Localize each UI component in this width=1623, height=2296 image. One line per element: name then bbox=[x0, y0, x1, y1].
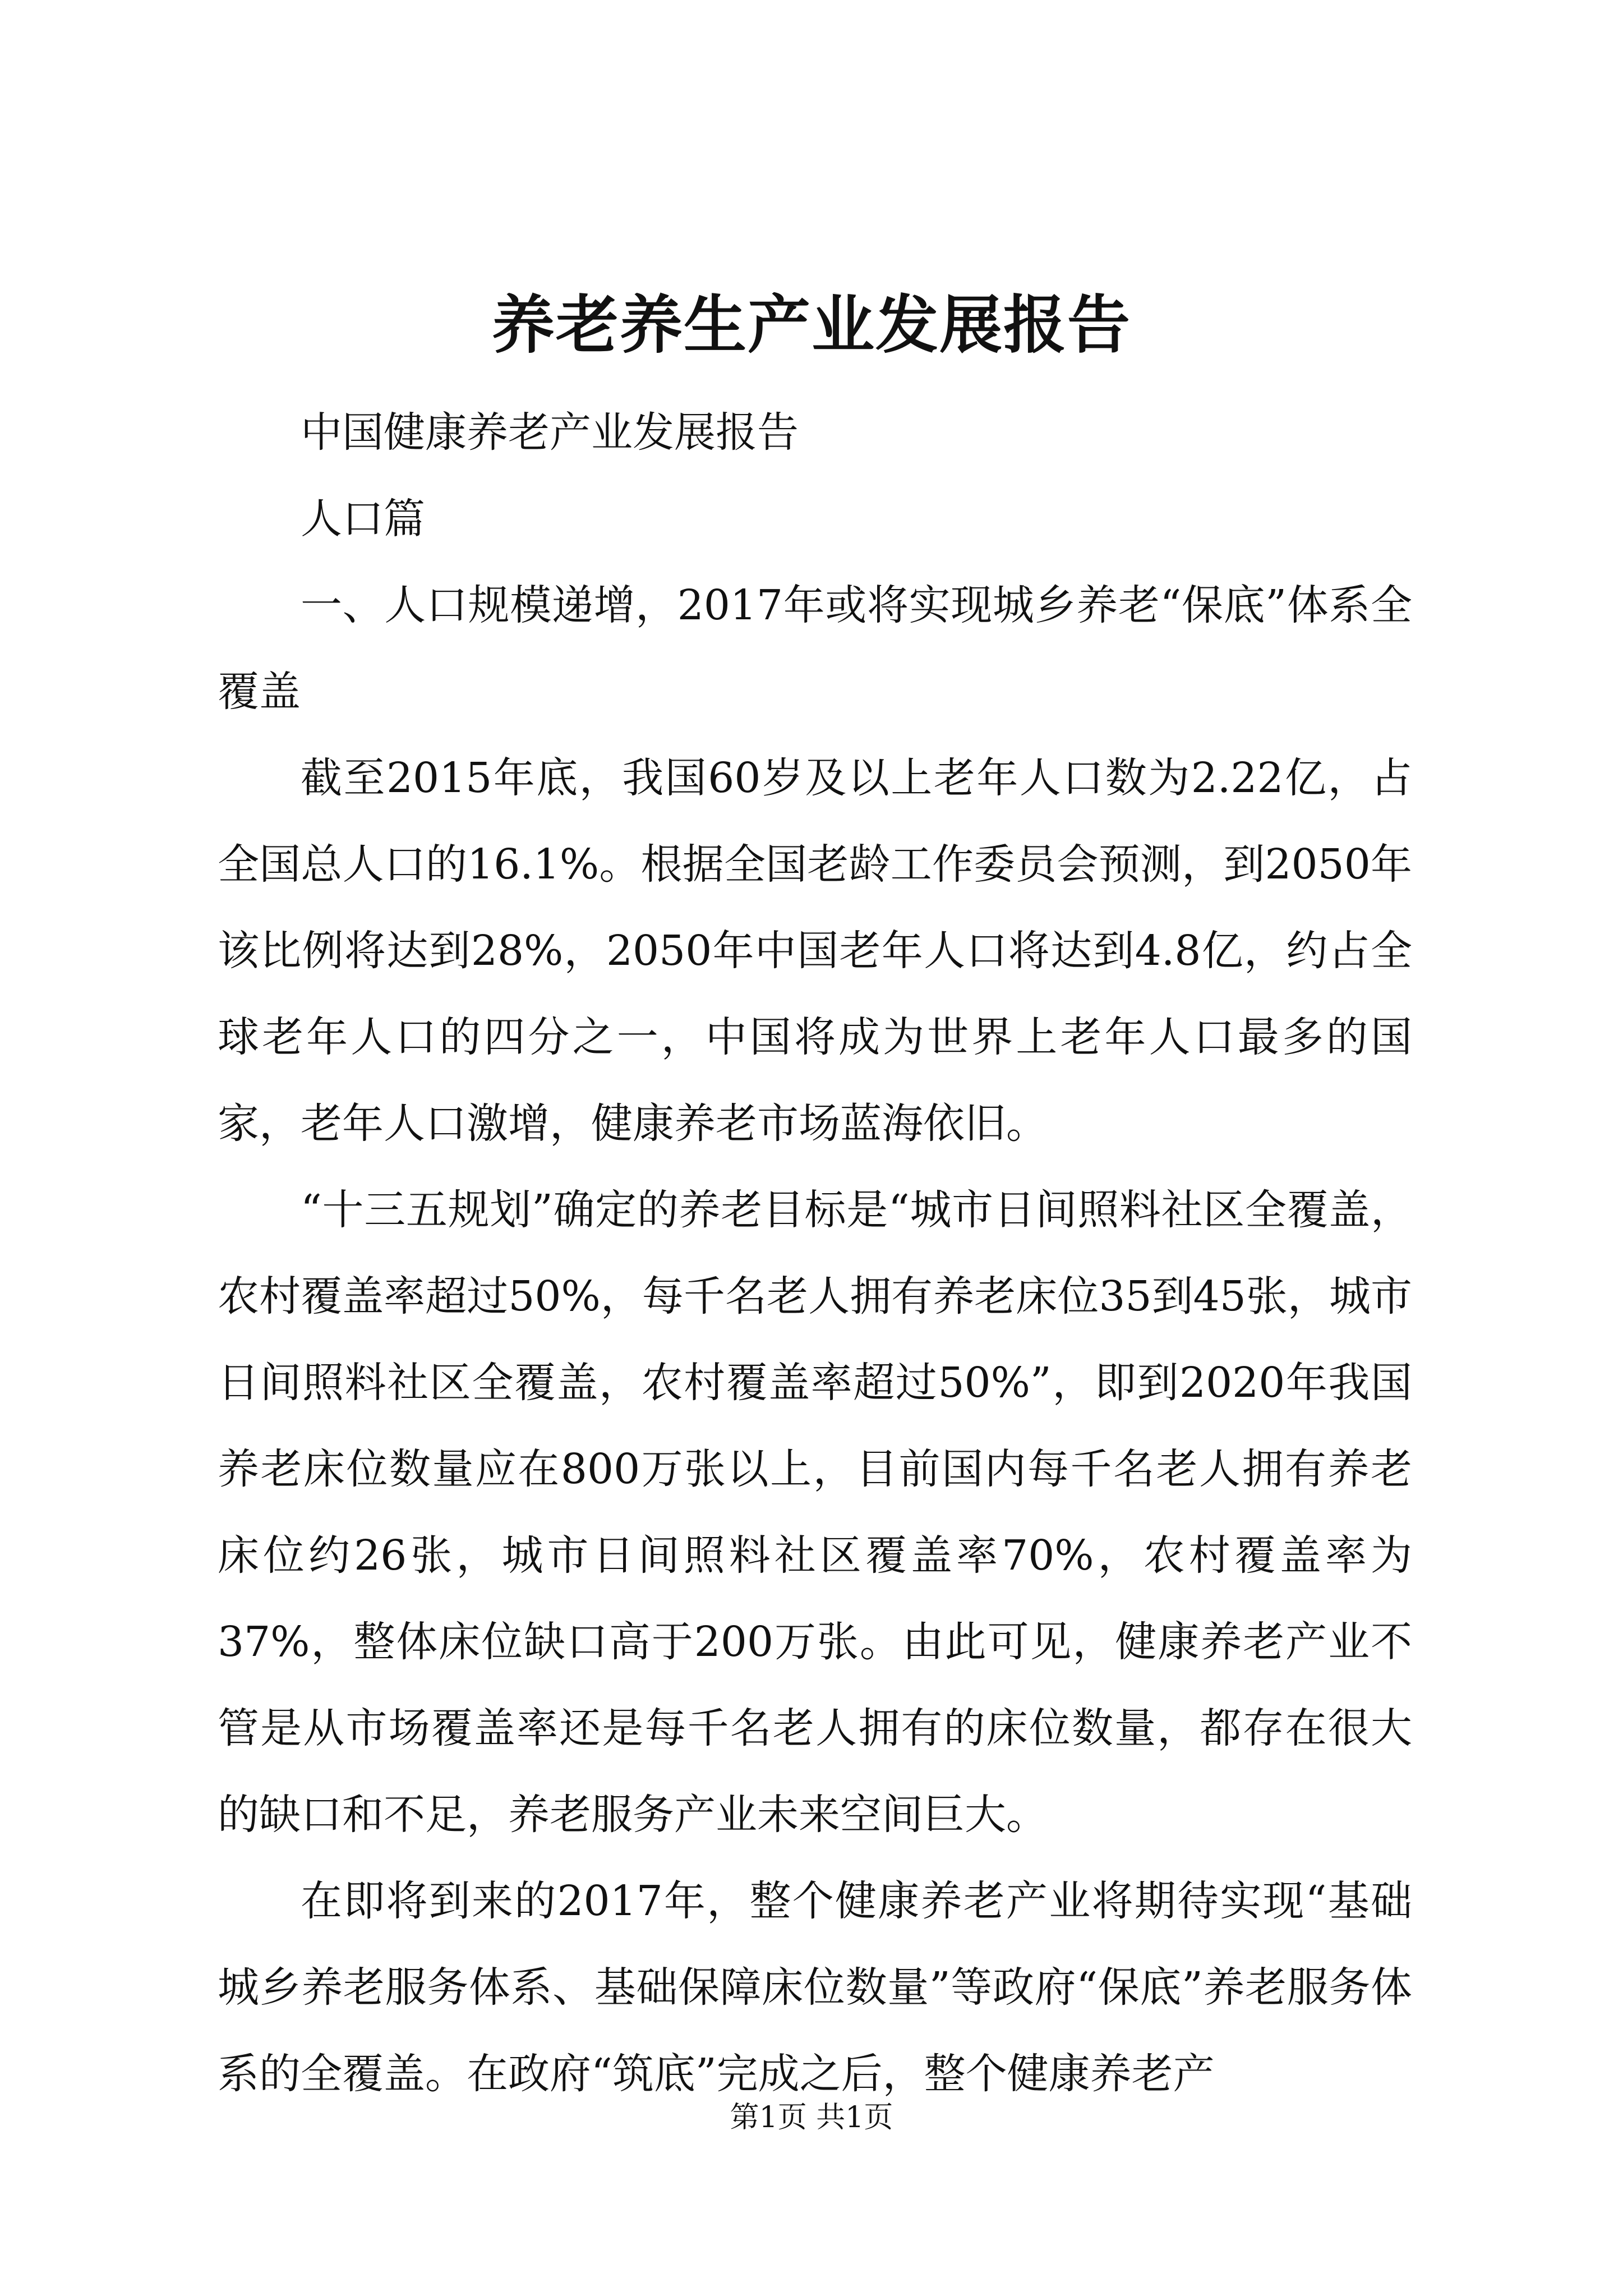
page-footer: 第1页 共1页 bbox=[730, 2101, 893, 2134]
document-title: 养老养生产业发展报告 bbox=[492, 288, 1131, 362]
paragraph-heading-one: 一、人口规模递增，2017年或将实现城乡养老“保底”体系全覆盖 bbox=[218, 581, 1412, 716]
paragraph-population: 截至2015年底，我国60岁及以上老年人口数为2.22亿，占全国总人口的16.1%。根据全国老龄工作委员会预测，到2050年该比例将达到28%，2050年中国老年人口将达到4.8亿，约占全球老年人口的四分之一，中国将成为世界上老年人口最多的国家，老年人口激增，健康养老市场蓝海依旧。 bbox=[218, 754, 1412, 1148]
paragraph-2017-outlook: 在即将到来的2017年，整个健康养老产业将期待实现“基础城乡养老服务体系、基础保障床位数量”等政府“保底”养老服务体系的全覆盖。在政府“筑底”完成之后，整个健康养老产 bbox=[218, 1877, 1412, 2098]
paragraph-section-label: 人口篇 bbox=[301, 495, 425, 543]
paragraph-subtitle: 中国健康养老产业发展报告 bbox=[301, 408, 799, 457]
document-body bbox=[218, 389, 1412, 2117]
paragraph-five-year-plan: “十三五规划”确定的养老目标是“城市日间照料社区全覆盖，农村覆盖率超过50%，每千名老人拥有养老床位35到45张，城市日间照料社区全覆盖，农村覆盖率超过50%”，即到2020年我国养老床位数量应在800万张以上，目前国内每千名老人拥有养老床位约26张，城市日间照料社区覆盖率70%，农村覆盖率为37%，整体床位缺口高于200万张。由此可见，健康养老产业不管是从市场覆盖率还是每千名老人拥有的床位数量，都存在很大的缺口和不足，养老服务产业未来空间巨大。 bbox=[218, 1186, 1412, 1839]
